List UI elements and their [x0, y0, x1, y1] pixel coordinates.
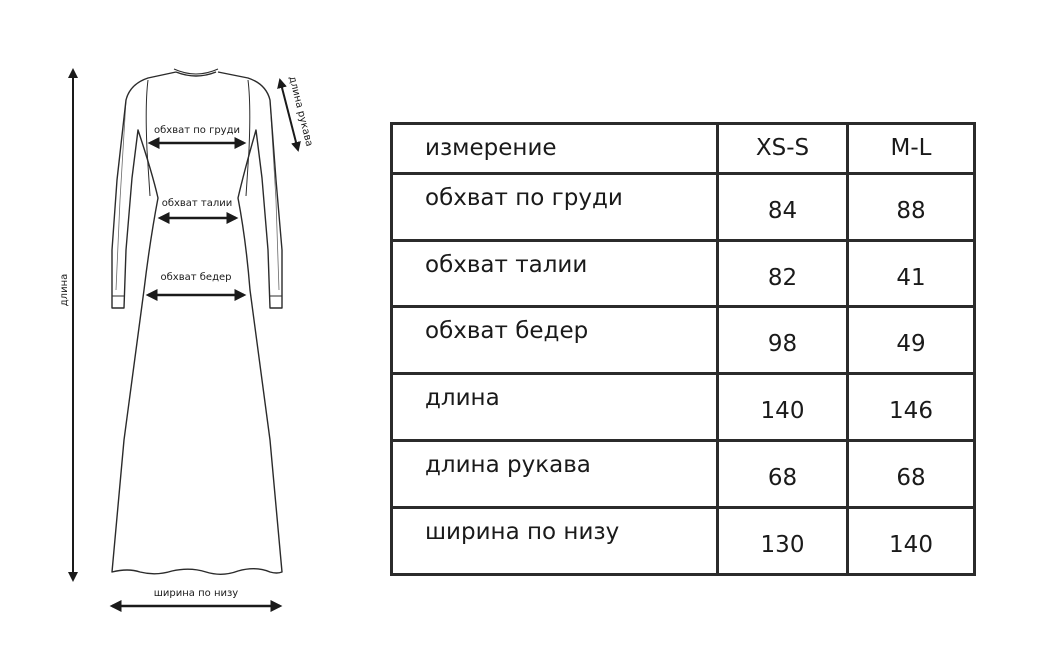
- row-measure: обхват по груди: [392, 173, 718, 240]
- table-row: [392, 307, 975, 374]
- table-header-row: [392, 124, 975, 174]
- chest-label: обхват по груди: [154, 125, 240, 136]
- dress-outline: [112, 69, 282, 574]
- row-size-m-l: 140: [848, 508, 975, 575]
- size-table: [390, 122, 976, 576]
- row-measure: обхват бедер: [392, 307, 718, 374]
- row-size-m-l: 68: [848, 441, 975, 508]
- sleeve-length-label: длина рукава: [286, 75, 315, 148]
- row-size-xs-s: 130: [718, 508, 848, 575]
- length-label: длина: [59, 273, 70, 307]
- row-size-m-l: 49: [848, 307, 975, 374]
- hem-width-label: ширина по низу: [153, 588, 239, 599]
- row-size-m-l: 41: [848, 240, 975, 307]
- header-size-m-l: M-L: [848, 124, 975, 174]
- row-size-xs-s: 140: [718, 374, 848, 441]
- row-size-xs-s: 82: [718, 240, 848, 307]
- row-size-m-l: 88: [848, 173, 975, 240]
- row-size-xs-s: 68: [718, 441, 848, 508]
- row-size-m-l: 146: [848, 374, 975, 441]
- waist-label: обхват талии: [161, 198, 233, 209]
- row-measure: длина рукава: [392, 441, 718, 508]
- row-measure: длина: [392, 374, 718, 441]
- header-size-xs-s: XS-S: [718, 124, 848, 174]
- table-row: [392, 240, 975, 307]
- row-size-xs-s: 98: [718, 307, 848, 374]
- table-row: [392, 173, 975, 240]
- row-measure: обхват талии: [392, 240, 718, 307]
- header-measure: измерение: [392, 124, 718, 174]
- table-row: [392, 374, 975, 441]
- row-size-xs-s: 84: [718, 173, 848, 240]
- hips-label: обхват бедер: [160, 272, 232, 283]
- row-measure: ширина по низу: [392, 508, 718, 575]
- table-row: [392, 441, 975, 508]
- table-row: [392, 508, 975, 575]
